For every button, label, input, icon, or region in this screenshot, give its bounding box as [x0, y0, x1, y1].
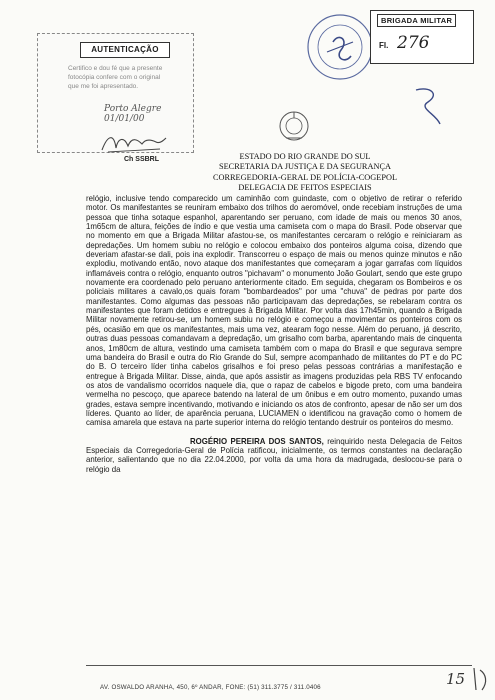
round-seal-icon: [305, 12, 375, 82]
header-line: ESTADO DO RIO GRANDE DO SUL: [239, 152, 371, 161]
brigada-label: BRIGADA MILITAR: [377, 14, 456, 27]
document-header: [175, 152, 435, 194]
authentication-place-date: Porto Alegre 01/01/00: [104, 104, 162, 124]
body-paragraph: [86, 437, 462, 474]
authentication-line: que me foi apresentado.: [68, 83, 139, 90]
header-line: CORREGEDORIA-GERAL DE POLÍCIA-COGEPOL: [212, 172, 398, 182]
footer-divider: [86, 665, 472, 666]
authentication-title: AUTENTICAÇÃO: [80, 42, 170, 58]
document-body: [86, 194, 462, 474]
marginal-signature-icon: [410, 84, 446, 128]
authentication-line: fotocópia confere com o original: [68, 74, 161, 81]
folio-number: 276: [397, 33, 430, 53]
state-crest-icon: [277, 108, 311, 144]
page-number: 15: [446, 670, 466, 688]
header-line: SECRETARIA DA JUSTIÇA E DA SEGURANÇA: [219, 162, 391, 172]
brigada-militar-stamp: [370, 10, 474, 64]
authentication-signature-icon: [98, 130, 168, 156]
authentication-line: Certifico e dou fé que a presente: [68, 65, 163, 72]
authentication-text: [68, 64, 188, 91]
authentication-code: Ch SSBRL: [124, 156, 159, 163]
folio-label: Fl.: [379, 41, 389, 50]
footer-signature-icon: [470, 664, 492, 694]
witness-name: ROGÉRIO PEREIRA DOS SANTOS,: [190, 436, 324, 446]
body-paragraph-text: reinquirido nesta Delegacia de Feitos Especiais da Corregedoria-Geral de Polícia ratificou, inicialmente, os termos constantes na declaração anterior, salientando que no dia 22.04.2000, por volta da uma hora da madrugada, deslocou-se para o relógio da: [86, 436, 462, 474]
authentication-stamp: [37, 33, 194, 163]
header-line: DELEGACIA DE FEITOS ESPECIAIS: [238, 183, 372, 193]
footer-address: AV. OSWALDO ARANHA, 450, 6º ANDAR, FONE: (51) 311.3775 / 311.0406: [100, 684, 321, 691]
body-paragraph: relógio, inclusive tendo comparecido um caminhão com guindaste, com o objetivo de retirar o referido motor. Os manifestantes se reuniram embaixo dos trilhos do aeromóvel, onde recebiam instruções de uma pessoa que tinha sotaque espanhol, aparentando ser peruano, com idade de mais ou menos 30 anos, 1m65cm de altura, feições de índio e que vestia uma camiseta com o mapa do Brasil. Pode observar que no momento em que a Brigada Militar afastou-se, os manifestantes cercaram o relógio e reiniciaram as depredações. Um homem subiu no relógio e colocou embaixo dos ponteiros alguma coisa, dizendo que deveriam afastar-se dali, pois ina explodir. Transcorreu o espaço de mais ou menos quinze minutos e não explodiu, motivando então, novo ataque dos manifestantes que começaram a jogar garrafas com líquidos inflamáveis contra o relógio, enquanto outros "pichavam" o monumento João Goulart, sendo que este grupo novamente era coordenado pelo peruano anteriormente citado. Em seguida, chegaram os Bombeiros e os policiais militares a cavalo,os quais foram "bombardeados" por uma "chuva" de pedras por parte dos manifestantes. Como algumas das pessoas não participavam das depredações, se rebelaram contra os manifestantes que foram detidos e entregues à Brigada Militar. Por volta das 17h45min, quando a Brigada Militar novamente retirou-se, um homem subiu no relógio e começou a movimentar os ponteiros com os pés, ocasião em que os manifestantes, mais uma vez, atearam fogo nesse. Além do peruano, já descrito, outras duas pessoas comandavam a depredação, um grisalho com barba, aparentando mais de cinquenta anos, 1m80cm de altura, vestindo uma camiseta também com o mapa do Brasil e que segurava sempre uma bandeira do Brasil e outra do Rio Grande do Sul, sempre acompanhado de militantes do PT e do PC do B. O terceiro líder tinha cabelos grisalhos e foi preso pelas pessoas contrárias a manifestação e entregue à Brigada Militar. Disse, ainda, que após assistir as imagens produzidas pela RBS TV enfocando os atos de vandalismo ocorridos naquele dia, que o rapaz de cabelos e bigode preto, com uma bandeira vermelha no pescoço, que aparece batendo na lateral de um ônibus e em outro momento, puxando umas grades, estava sempre incentivando, motivando e iniciando os atos de confronto, apesar de não ser um dos líderes. Quanto ao líder, de aparência peruana, LUCIAMEN o identificou na gravação como o homem de camisa amarela que estava na parte superior interna do relógio tentando destruir os ponteiros do mesmo.: [86, 194, 462, 428]
